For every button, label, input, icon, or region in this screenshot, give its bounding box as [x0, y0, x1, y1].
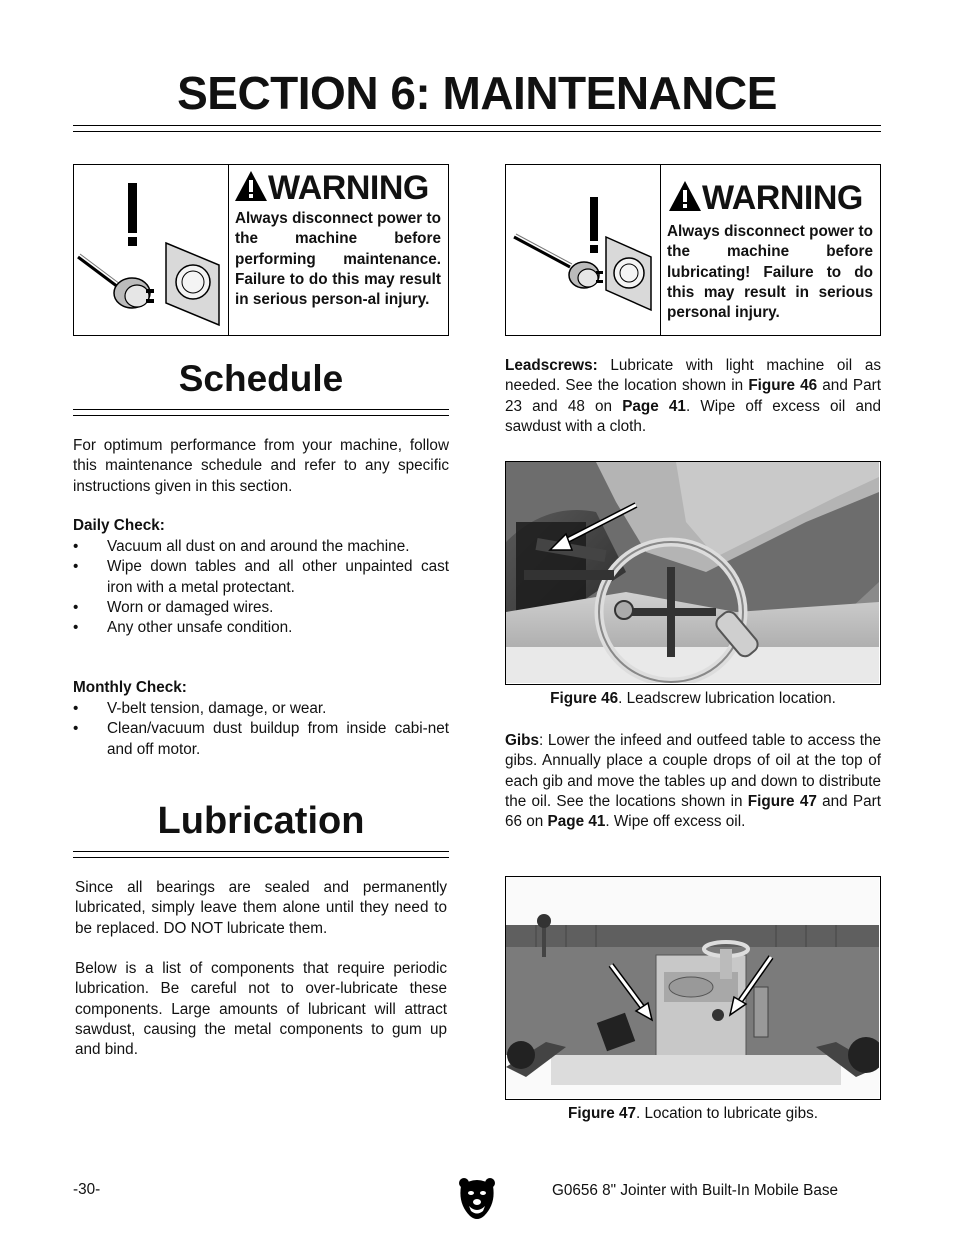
figure-47-ref: Figure 47: [747, 792, 817, 810]
figure-46-caption: [505, 690, 881, 708]
gibs-text-1: : Lower the infeed and outfeed table to access the gibs. Annually place a couple drops of oil at the top of each gib and move the tables up and down to distribute the oil. See the locations shown in: [505, 732, 881, 810]
page-41-ref: Page 41: [622, 397, 686, 415]
leadscrews-text-1: Lubricate with light machine oil as needed. See the location shown in: [505, 357, 881, 395]
page-41-ref: Page 41: [547, 813, 606, 831]
warning-text: Always disconnect power to the machine before performing maintenance. Failure to do this may result in serious person-al injury.: [235, 210, 441, 309]
schedule-heading: Schedule: [178, 358, 344, 399]
schedule-rule: [73, 409, 449, 416]
warning-heading-text: WARNING: [702, 179, 863, 217]
title-rule: [73, 125, 881, 132]
list-item: • Clean/vacuum dust buildup from inside cabi-net and off motor.: [73, 719, 449, 760]
warning-box-power: [73, 164, 449, 336]
warning-heading: [234, 169, 429, 208]
gibs-label: Gibs: [505, 732, 539, 749]
unplug-illustration: [74, 165, 229, 335]
gibs-paragraph: [505, 731, 881, 832]
leadscrews-text-3: . Wipe off excess oil and sawdust with a cloth.: [505, 397, 881, 435]
section-title: SECTION 6: MAINTENANCE: [177, 67, 777, 119]
grizzly-bear-logo: [458, 1176, 496, 1222]
figure-47-caption: [505, 1105, 881, 1123]
figure-47-photo: [505, 876, 881, 1100]
leadscrews-paragraph: [505, 356, 881, 437]
figure-46-label: Figure 46: [550, 690, 619, 707]
lubrication-paragraph-1: Since all bearings are sealed and permanently lubricated, simply leave them alone until they need to be replaced. DO NOT lubricate them.: [75, 879, 447, 937]
figure-46-photo: [505, 461, 881, 685]
page-number: -30-: [73, 1181, 101, 1198]
gibs-text-3: . Wipe off excess oil.: [605, 813, 746, 831]
warning-triangle-icon: [234, 170, 268, 202]
figure-46-ref: Figure 46: [748, 377, 818, 395]
warning-heading: [668, 179, 863, 218]
gibs-text-2: and Part 66 on: [505, 792, 881, 831]
figure-47-label: Figure 47: [568, 1105, 637, 1122]
warning-heading-text: WARNING: [268, 169, 429, 207]
list-item: • Vacuum all dust on and around the machine.: [73, 537, 449, 557]
daily-check-list: [73, 537, 449, 638]
monthly-check-label: Monthly Check:: [73, 679, 187, 696]
warning-text: Always disconnect power to the machine before lubricating! Failure to do this may result in serious personal injury.: [667, 223, 873, 322]
figure-47-caption-text: . Location to lubricate gibs.: [636, 1105, 818, 1122]
leadscrews-label: Leadscrews:: [505, 357, 598, 374]
list-item: • Any other unsafe condition.: [73, 618, 449, 638]
unplug-illustration: [506, 165, 661, 335]
monthly-check-list: [73, 699, 449, 760]
list-item: • V-belt tension, damage, or wear.: [73, 699, 449, 719]
leadscrews-text-2: and Part 23 and 48 on: [505, 377, 881, 415]
model-name: G0656 8" Jointer with Built-In Mobile Base: [552, 1182, 839, 1199]
list-item: • Wipe down tables and all other unpainted cast iron with a metal protectant.: [73, 557, 449, 598]
schedule-intro: For optimum performance from your machine, follow this maintenance schedule and refer to any specific instructions given in this section.: [73, 437, 449, 495]
list-item: • Worn or damaged wires.: [73, 598, 449, 618]
daily-check-label: Daily Check:: [73, 517, 165, 534]
lubrication-rule: [73, 851, 449, 858]
lubrication-heading: Lubrication: [157, 800, 365, 842]
lubrication-paragraph-2: Below is a list of components that require periodic lubrication. Be careful not to over-lubricate these components. Large amounts of lubricant will attract sawdust, causing the metal components to gum up and bind.: [75, 960, 447, 1059]
warning-triangle-icon: [668, 180, 702, 212]
warning-box-lubricating: [505, 164, 881, 336]
figure-46-caption-text: . Leadscrew lubrication location.: [618, 690, 836, 707]
